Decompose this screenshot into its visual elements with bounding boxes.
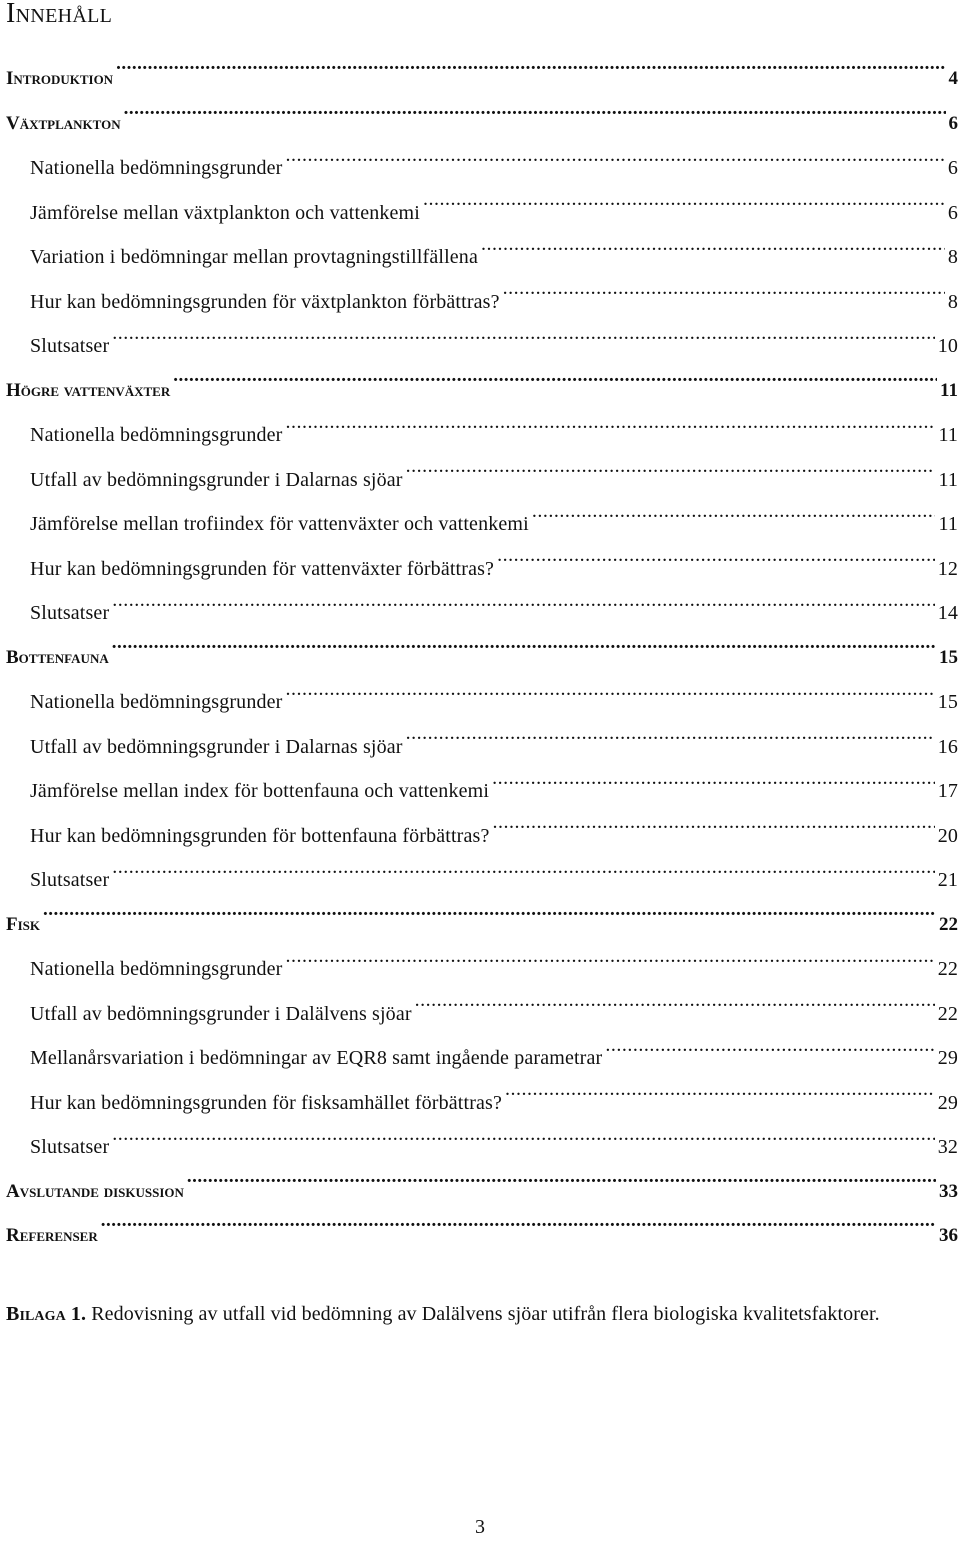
toc-page-number: 8: [947, 246, 958, 268]
toc-page-number: 11: [938, 513, 958, 535]
toc-dot-leader: [492, 822, 934, 842]
toc-entry-title: Referenser: [6, 1225, 98, 1246]
toc-entry-title: Hur kan bedömningsgrunden för vattenväxter förbättras?: [30, 557, 495, 580]
toc-subsection-entry[interactable]: [0, 769, 960, 814]
toc-subsection-entry[interactable]: [0, 947, 960, 992]
toc-page-number: 6: [947, 157, 958, 179]
toc-page-number: 29: [937, 1091, 958, 1114]
toc-subsection-entry[interactable]: [0, 146, 960, 191]
toc-dot-leader: [187, 1178, 936, 1197]
table-of-contents: [0, 57, 960, 1259]
toc-page-number: 6: [947, 201, 958, 224]
toc-page-number: 22: [937, 958, 958, 980]
toc-dot-leader: [406, 733, 935, 753]
appendix-text: Redovisning av utfall vid bedömning av Dalälvens sjöar utifrån flera biologiska kvalitetsfaktorer.: [86, 1303, 880, 1325]
toc-subsection-entry[interactable]: [0, 502, 960, 547]
toc-entry-title: Variation i bedömningar mellan provtagningstillfällena: [30, 246, 478, 268]
toc-subsection-entry[interactable]: [0, 547, 960, 592]
toc-dot-leader: [285, 421, 935, 441]
toc-subsection-entry[interactable]: [0, 235, 960, 280]
toc-dot-leader: [112, 644, 936, 663]
toc-section-entry[interactable]: [0, 903, 960, 948]
toc-dot-leader: [116, 65, 945, 84]
toc-dot-leader: [112, 1133, 934, 1153]
toc-section-entry[interactable]: [0, 1214, 960, 1259]
toc-page-number: 29: [937, 1047, 958, 1069]
toc-page-number: 14: [937, 602, 958, 624]
toc-entry-title: Mellanårsvariation i bedömningar av EQR8 samt ingående parametrar: [30, 1047, 603, 1069]
toc-dot-leader: [481, 243, 945, 263]
appendix-entry: [6, 1299, 906, 1329]
toc-entry-title: Nationella bedömningsgrunder: [30, 958, 283, 980]
toc-subsection-entry[interactable]: [0, 458, 960, 503]
toc-entry-title: Jämförelse mellan växtplankton och vattenkemi: [30, 201, 420, 224]
toc-page-number: 22: [937, 1002, 958, 1025]
appendix-label: Bilaga 1.: [6, 1303, 87, 1325]
toc-dot-leader: [101, 1222, 936, 1241]
toc-dot-leader: [503, 288, 945, 308]
toc-entry-title: Högre vattenväxter: [6, 379, 171, 401]
toc-dot-leader: [285, 955, 934, 975]
toc-page-number: 20: [937, 824, 958, 847]
toc-entry-title: Växtplankton: [6, 112, 121, 134]
toc-dot-leader: [415, 1000, 935, 1020]
toc-dot-leader: [423, 199, 945, 219]
toc-entry-title: Hur kan bedömningsgrunden för bottenfauna förbättras?: [30, 824, 490, 847]
toc-page-number: 36: [939, 1225, 958, 1246]
page-number: 3: [475, 1516, 485, 1538]
toc-dot-leader: [497, 555, 935, 575]
toc-subsection-entry[interactable]: [0, 725, 960, 770]
toc-page-number: 33: [939, 1180, 958, 1202]
toc-page-number: 15: [937, 691, 958, 713]
toc-subsection-entry[interactable]: [0, 1081, 960, 1126]
toc-entry-title: Utfall av bedömningsgrunder i Dalarnas sjöar: [30, 735, 403, 758]
toc-entry-title: Hur kan bedömningsgrunden för växtplankton förbättras?: [30, 290, 500, 313]
toc-entry-title: Utfall av bedömningsgrunder i Dalarnas sjöar: [30, 468, 403, 491]
toc-page-number: 15: [939, 646, 958, 668]
toc-entry-title: Slutsatser: [30, 335, 110, 357]
toc-page-number: 4: [948, 68, 958, 89]
toc-entry-title: Avslutande diskussion: [6, 1180, 184, 1202]
toc-entry-title: Introduktion: [6, 68, 114, 89]
toc-section-entry[interactable]: [0, 57, 960, 102]
toc-page-number: 6: [948, 112, 958, 134]
toc-dot-leader: [285, 154, 944, 174]
toc-entry-title: Slutsatser: [30, 1136, 110, 1158]
toc-entry-title: Jämförelse mellan trofiindex för vattenväxter och vattenkemi: [30, 513, 529, 535]
toc-dot-leader: [124, 110, 946, 129]
toc-dot-leader: [605, 1044, 934, 1064]
toc-entry-title: Slutsatser: [30, 869, 110, 891]
toc-section-entry[interactable]: [0, 636, 960, 681]
toc-page-number: 17: [937, 780, 958, 802]
toc-dot-leader: [112, 866, 934, 886]
toc-section-entry[interactable]: [0, 369, 960, 414]
toc-entry-title: Utfall av bedömningsgrunder i Dalälvens sjöar: [30, 1002, 412, 1025]
toc-subsection-entry[interactable]: [0, 324, 960, 369]
toc-dot-leader: [406, 466, 936, 486]
toc-subsection-entry[interactable]: [0, 680, 960, 725]
toc-heading: Innehåll: [6, 0, 113, 29]
toc-entry-title: Nationella bedömningsgrunder: [30, 691, 283, 713]
toc-page-number: 12: [937, 557, 958, 580]
toc-section-entry[interactable]: [0, 1170, 960, 1215]
toc-page-number: 8: [947, 290, 958, 313]
toc-dot-leader: [532, 510, 936, 530]
toc-dot-leader: [492, 777, 935, 797]
toc-dot-leader: [285, 688, 934, 708]
toc-page-number: 11: [938, 468, 958, 491]
toc-page-number: 11: [940, 379, 958, 401]
toc-dot-leader: [43, 911, 936, 930]
toc-page-number: 21: [937, 869, 958, 891]
toc-entry-title: Slutsatser: [30, 602, 110, 624]
toc-subsection-entry[interactable]: [0, 280, 960, 325]
toc-subsection-entry[interactable]: [0, 1036, 960, 1081]
toc-page-number: 16: [937, 735, 958, 758]
toc-entry-title: Hur kan bedömningsgrunden för fisksamhället förbättras?: [30, 1091, 503, 1114]
toc-subsection-entry[interactable]: [0, 992, 960, 1037]
toc-dot-leader: [112, 332, 934, 352]
toc-subsection-entry[interactable]: [0, 191, 960, 236]
toc-subsection-entry[interactable]: [0, 1125, 960, 1170]
toc-entry-title: Nationella bedömningsgrunder: [30, 157, 283, 179]
toc-dot-leader: [112, 599, 934, 619]
toc-section-entry[interactable]: [0, 102, 960, 147]
toc-entry-title: Nationella bedömningsgrunder: [30, 424, 283, 446]
toc-dot-leader: [505, 1089, 935, 1109]
toc-entry-title: Jämförelse mellan index för bottenfauna och vattenkemi: [30, 780, 490, 802]
toc-subsection-entry[interactable]: [0, 814, 960, 859]
toc-subsection-entry[interactable]: [0, 413, 960, 458]
toc-page-number: 22: [939, 913, 958, 935]
toc-entry-title: Bottenfauna: [6, 646, 109, 668]
toc-subsection-entry[interactable]: [0, 591, 960, 636]
toc-page-number: 10: [937, 335, 958, 357]
toc-page-number: 11: [938, 424, 958, 446]
toc-entry-title: Fisk: [6, 913, 41, 935]
toc-dot-leader: [173, 377, 937, 396]
toc-subsection-entry[interactable]: [0, 858, 960, 903]
toc-page-number: 32: [937, 1136, 958, 1158]
